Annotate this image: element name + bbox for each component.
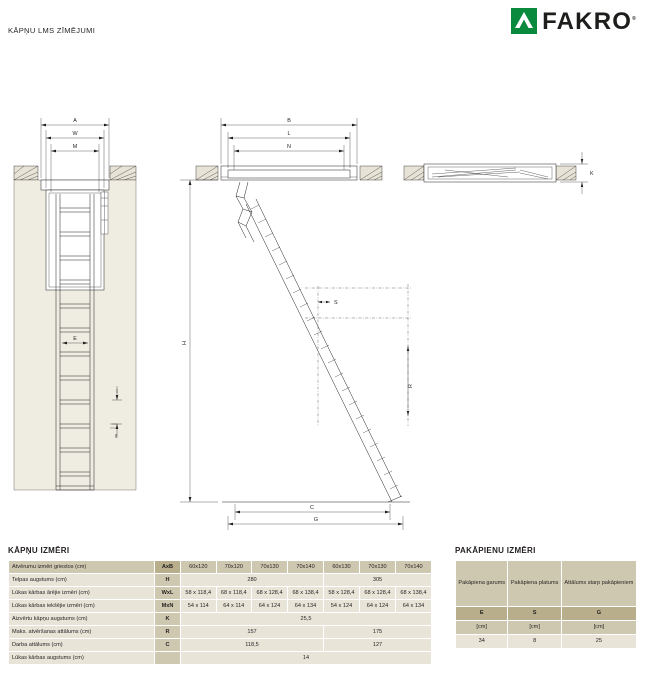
table-row xyxy=(9,587,432,600)
table-cell: 64 x 124 xyxy=(252,600,288,613)
table-cell: 68 x 138,4 xyxy=(395,587,431,600)
table-cell: 14 xyxy=(181,652,432,665)
table-row xyxy=(9,561,432,574)
dim-label-k: K xyxy=(590,171,594,177)
unit-cell: [cm] xyxy=(561,620,636,634)
dim-label-w: W xyxy=(72,131,78,137)
fakro-wordmark: FAKRO® xyxy=(542,8,637,35)
table-cell: 64 x 124 xyxy=(359,600,395,613)
header-cell: 70x140 xyxy=(395,561,431,574)
fakro-logo xyxy=(511,6,637,35)
side-view xyxy=(180,118,414,530)
row-label: Lūkas kārbas ārējie izmēri (cm) xyxy=(9,587,155,600)
left-table-title: KĀPŅU IZMĒRI xyxy=(8,546,70,555)
header-cell: 70x130 xyxy=(359,561,395,574)
table-cell: 58 x 118,4 xyxy=(181,587,217,600)
header-cell: 60x120 xyxy=(181,561,217,574)
unit-cell: [cm] xyxy=(456,620,508,634)
dim-label-e: E xyxy=(73,336,77,342)
code-cell: S xyxy=(508,607,561,621)
front-view xyxy=(14,118,136,490)
table-row xyxy=(456,620,637,634)
dim-label-f: f xyxy=(115,434,117,440)
table-row xyxy=(456,607,637,621)
table-row xyxy=(456,634,637,648)
row-code: R xyxy=(155,626,181,639)
dim-label-a: A xyxy=(73,118,77,124)
dim-label-i: I xyxy=(116,389,118,395)
table-cell: 54 x 114 xyxy=(181,600,217,613)
row-label: Lūkas kārbas augstums (cm) xyxy=(9,652,155,665)
dim-label-b: B xyxy=(287,118,291,124)
table-cell: 54 x 124 xyxy=(324,600,360,613)
row-label: Telpas augstums (cm) xyxy=(9,574,155,587)
page-title: KĀPŅU LMS ZĪMĒJUMI xyxy=(8,26,96,35)
table-cell: 25,5 xyxy=(181,613,432,626)
table-cell: 118,5 xyxy=(181,639,324,652)
header-cell: 70x120 xyxy=(216,561,252,574)
table-cell: 68 x 118,4 xyxy=(216,587,252,600)
right-table-title: PAKĀPIENU IZMĒRI xyxy=(455,546,536,555)
header-cell: 70x130 xyxy=(252,561,288,574)
row-label: Aizvērtu kāpņu augstums (cm) xyxy=(9,613,155,626)
table-cell: 64 x 114 xyxy=(216,600,252,613)
dim-label-m: M xyxy=(72,144,78,150)
table-row xyxy=(9,613,432,626)
row-code xyxy=(155,652,181,665)
table-row xyxy=(9,626,432,639)
table-cell: 68 x 128,4 xyxy=(252,587,288,600)
table-cell: 64 x 134 xyxy=(288,600,324,613)
closed-view xyxy=(404,152,594,194)
dim-label-l: L xyxy=(287,131,291,137)
table-cell: 127 xyxy=(324,639,432,652)
header-cell: 70x140 xyxy=(288,561,324,574)
row-label: Darba attālums (cm) xyxy=(9,639,155,652)
header-cell: 60x130 xyxy=(324,561,360,574)
row-label: Atvērumu izmēri griestos (cm) xyxy=(9,561,155,574)
table-row xyxy=(456,561,637,607)
row-code: K xyxy=(155,613,181,626)
header-cell: Pakāpiena platums xyxy=(508,561,561,607)
table-cell: 8 xyxy=(508,634,561,648)
dim-label-n: N xyxy=(287,144,291,150)
table-cell: 175 xyxy=(324,626,432,639)
code-cell: G xyxy=(561,607,636,621)
dim-label-g: R xyxy=(408,384,414,388)
header-cell: Attālums starp pakāpieniem xyxy=(561,561,636,607)
table-cell: 157 xyxy=(181,626,324,639)
table-row xyxy=(9,574,432,587)
row-code: WxL xyxy=(155,587,181,600)
row-code: AxB xyxy=(155,561,181,574)
code-cell: E xyxy=(456,607,508,621)
step-dimensions-table xyxy=(455,560,637,649)
table-row xyxy=(9,639,432,652)
fakro-logo-mark xyxy=(511,8,537,34)
row-label: Lūkas kārbas iekšējie izmēri (cm) xyxy=(9,600,155,613)
page-header xyxy=(0,0,645,46)
table-cell: 68 x 138,4 xyxy=(288,587,324,600)
table-cell: 34 xyxy=(456,634,508,648)
table-cell: 64 x 134 xyxy=(395,600,431,613)
table-cell: 305 xyxy=(324,574,432,587)
technical-drawing xyxy=(0,46,645,536)
row-label: Maks. atvēršanas attālums (cm) xyxy=(9,626,155,639)
table-row xyxy=(9,600,432,613)
stair-dimensions-table xyxy=(8,560,432,665)
row-code: C xyxy=(155,639,181,652)
row-code: MxN xyxy=(155,600,181,613)
table-cell: 68 x 128,4 xyxy=(359,587,395,600)
table-cell: 280 xyxy=(181,574,324,587)
table-cell: 25 xyxy=(561,634,636,648)
unit-cell: [cm] xyxy=(508,620,561,634)
header-cell: Pakāpiena garums xyxy=(456,561,508,607)
row-code: H xyxy=(155,574,181,587)
dim-label-h: H xyxy=(182,341,188,345)
dim-label-c: C xyxy=(310,505,314,511)
dim-label-r: G xyxy=(313,517,319,523)
table-cell: 58 x 128,4 xyxy=(324,587,360,600)
table-row xyxy=(9,652,432,665)
dim-label-s: S xyxy=(334,300,338,306)
